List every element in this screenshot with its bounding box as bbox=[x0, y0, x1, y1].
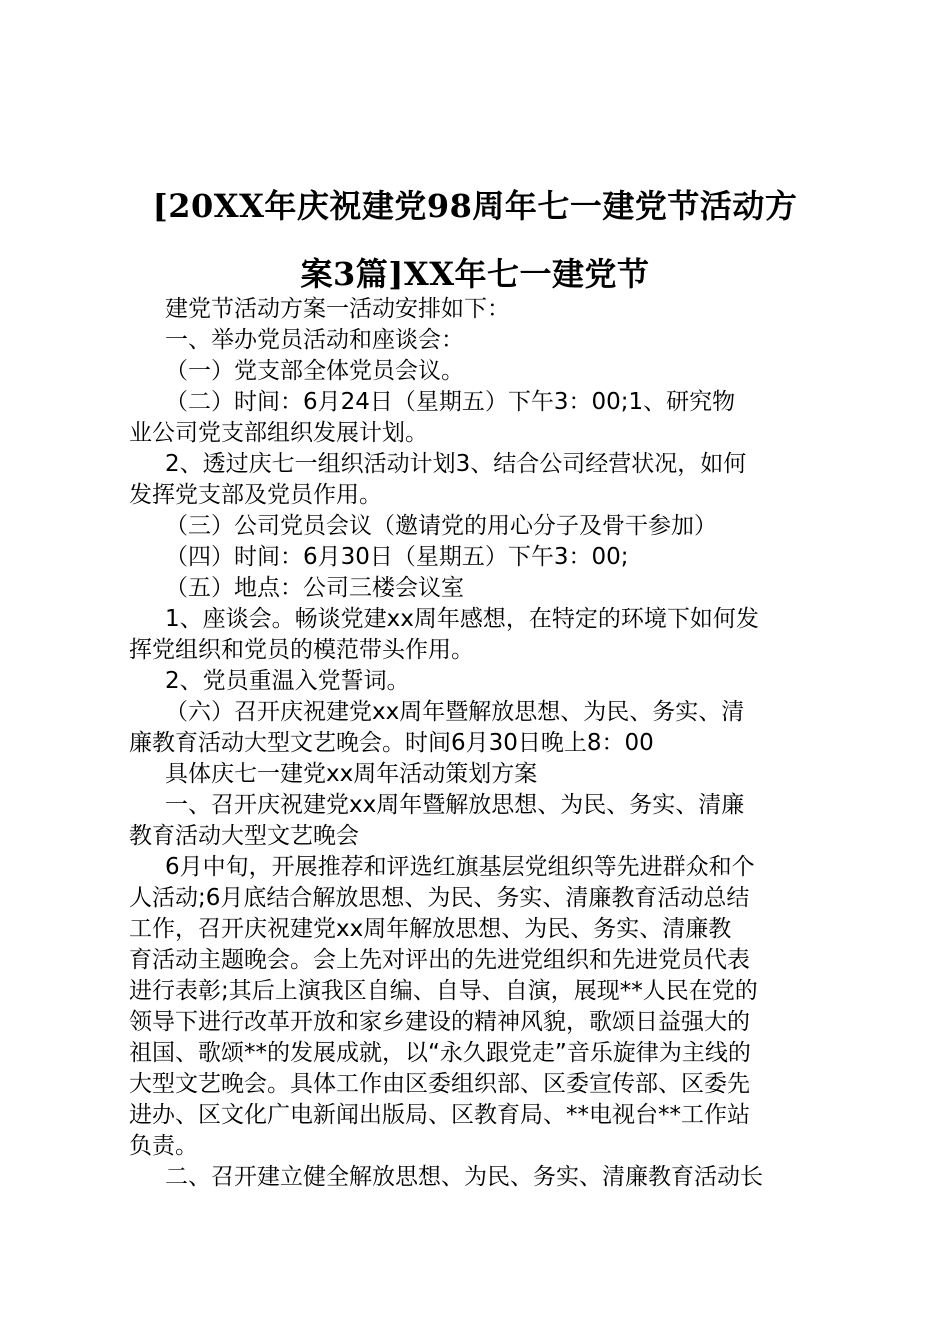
paragraph bbox=[129, 356, 834, 387]
paragraph-line: 廉教育活动大型文艺晚会。时间6月30日晚上8：00 bbox=[129, 730, 654, 756]
paragraph bbox=[129, 542, 834, 573]
paragraph-line: 领导下进行改革开放和家乡建设的精神风貌，歌颂日益强大的 bbox=[129, 1009, 750, 1035]
paragraph bbox=[129, 1162, 834, 1193]
paragraph-line: 进办、区文化广电新闻出版局、区教育局、**电视台**工作站 bbox=[129, 1102, 750, 1128]
paragraph-line: 二、召开建立健全解放思想、为民、务实、清廉教育活动长 bbox=[165, 1164, 763, 1190]
paragraph-line: （三）公司党员会议（邀请党的用心分子及骨干参加） bbox=[165, 513, 717, 539]
paragraph bbox=[129, 573, 834, 604]
paragraph bbox=[129, 387, 834, 449]
document-body bbox=[129, 294, 834, 1193]
paragraph-line: （四）时间：6月30日（星期五）下午3：00; bbox=[165, 544, 629, 570]
paragraph-line: （六）召开庆祝建党xx周年暨解放思想、为民、务实、清 bbox=[165, 699, 745, 725]
paragraph bbox=[129, 294, 834, 325]
paragraph-line: 具体庆七一建党xx周年活动策划方案 bbox=[165, 761, 538, 787]
paragraph-line: 一、召开庆祝建党xx周年暨解放思想、为民、务实、清廉 bbox=[165, 792, 745, 818]
paragraph-line: 人活动;6月底结合解放思想、为民、务实、清廉教育活动总结 bbox=[129, 885, 750, 911]
paragraph bbox=[129, 790, 834, 852]
paragraph-line: 挥党组织和党员的模范带头作用。 bbox=[129, 637, 474, 663]
paragraph-line: 进行表彰;其后上演我区自编、自导、自演，展现**人民在党的 bbox=[129, 978, 758, 1004]
paragraph-line: 发挥党支部及党员作用。 bbox=[129, 482, 382, 508]
paragraph bbox=[129, 511, 834, 542]
paragraph bbox=[129, 852, 834, 1162]
paragraph-line: 大型文艺晚会。具体工作由区委组织部、区委宣传部、区委先 bbox=[129, 1071, 750, 1097]
paragraph bbox=[129, 604, 834, 666]
paragraph bbox=[129, 697, 834, 759]
paragraph-line: （二）时间：6月24日（星期五）下午3：00;1、研究物 bbox=[165, 389, 736, 415]
paragraph bbox=[129, 449, 834, 511]
title-line-1: [20XX年庆祝建党98周年七一建党节活动方 bbox=[152, 187, 798, 225]
paragraph-line: （一）党支部全体党员会议。 bbox=[165, 358, 464, 384]
paragraph-line: 工作，召开庆祝建党xx周年解放思想、为民、务实、清廉教 bbox=[129, 916, 732, 942]
paragraph-line: 教育活动大型文艺晚会 bbox=[129, 823, 359, 849]
paragraph-line: 育活动主题晚会。会上先对评出的先进党组织和先进党员代表 bbox=[129, 947, 750, 973]
paragraph-line: 业公司党支部组织发展计划。 bbox=[129, 420, 428, 446]
paragraph bbox=[129, 666, 834, 697]
paragraph-line: 建党节活动方案一活动安排如下： bbox=[165, 296, 510, 322]
paragraph bbox=[129, 759, 834, 790]
title-line-2: 案3篇]XX年七一建党节 bbox=[300, 255, 650, 293]
paragraph-line: 6月中旬，开展推荐和评选红旗基层党组织等先进群众和个 bbox=[165, 854, 755, 880]
paragraph-line: 祖国、歌颂**的发展成就，以“永久跟党走”音乐旋律为主线的 bbox=[129, 1040, 751, 1066]
document-title bbox=[100, 172, 850, 308]
paragraph-line: 1、座谈会。畅谈党建xx周年感想，在特定的环境下如何发 bbox=[165, 606, 759, 632]
paragraph-line: 2、透过庆七一组织活动计划3、结合公司经营状况，如何 bbox=[165, 451, 747, 477]
paragraph-line: 负责。 bbox=[129, 1133, 198, 1159]
paragraph-line: （五）地点：公司三楼会议室 bbox=[165, 575, 464, 601]
paragraph-line: 一、举办党员活动和座谈会： bbox=[165, 327, 464, 353]
paragraph-line: 2、党员重温入党誓词。 bbox=[165, 668, 410, 694]
paragraph bbox=[129, 325, 834, 356]
